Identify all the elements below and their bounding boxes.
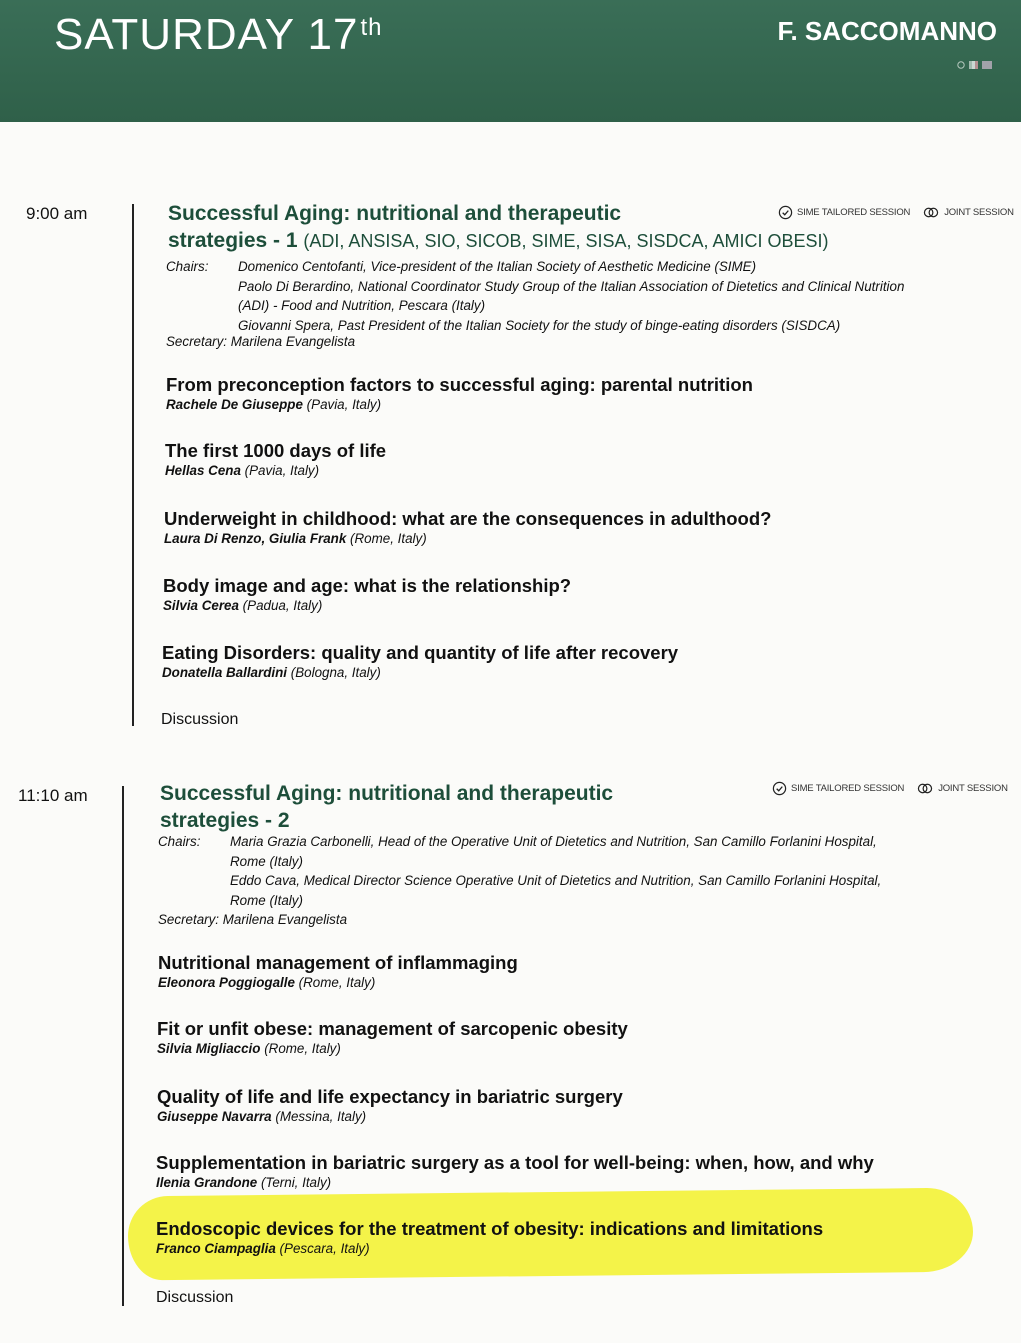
talk-item-highlighted	[156, 1218, 823, 1258]
joint-session-icon	[922, 205, 940, 220]
timeline-bar	[132, 204, 134, 726]
talk-title: Fit or unfit obese: management of sarcopenic obesity	[157, 1018, 628, 1039]
page-header	[0, 0, 1021, 122]
secretary: Secretary: Marilena Evangelista	[166, 334, 356, 349]
talk-speaker: Hellas Cena (Pavia, Italy)	[165, 463, 320, 478]
tailored-session-label: SIME TAILORED SESSION	[797, 207, 911, 218]
chair-entry: Maria Grazia Carbonelli, Head of the Operative Unit of Dietetics and Nutrition, San Camillo Forlanini Hospital,	[230, 834, 877, 849]
talk-speaker: Silvia Cerea (Padua, Italy)	[163, 598, 323, 613]
talk-title: The first 1000 days of life	[165, 440, 387, 461]
talk-title: Quality of life and life expectancy in bariatric surgery	[157, 1086, 623, 1107]
chairs-label: Chairs:	[166, 259, 209, 274]
session-title: Successful Aging: nutritional and therapeutic strategies - 2	[160, 782, 614, 832]
talk-title: Supplementation in bariatric surgery as a tool for well-being: when, how, and why	[156, 1152, 874, 1173]
talk-speaker: Franco Ciampaglia (Pescara, Italy)	[156, 1241, 370, 1256]
talk-title: Endoscopic devices for the treatment of obesity: indications and limitations	[156, 1218, 824, 1239]
joint-session-icon	[916, 781, 934, 796]
talk-speaker: Silvia Migliaccio (Rome, Italy)	[157, 1041, 341, 1056]
talk-title: From preconception factors to successful aging: parental nutrition	[166, 374, 753, 395]
talk-speaker: Ilenia Grandone (Terni, Italy)	[156, 1175, 332, 1190]
flag-icons	[955, 60, 995, 70]
chair-entry: Paolo Di Berardino, National Coordinator Study Group of the Italian Association of Dietetics and Clinical Nutrition	[238, 278, 905, 294]
chair-entry: (ADI) - Food and Nutrition, Pescara (Italy)	[238, 298, 486, 313]
chair-entry: Rome (Italy)	[230, 892, 303, 908]
chair-entry: Eddo Cava, Medical Director Science Operative Unit of Dietetics and Nutrition, San Camillo Forlanini Hospital,	[230, 873, 882, 888]
discussion-label: Discussion	[161, 711, 239, 728]
session-tags	[778, 205, 1014, 220]
talk-speaker: Rachele De Giuseppe (Pavia, Italy)	[166, 397, 382, 412]
joint-session-label: JOINT SESSION	[944, 207, 1014, 218]
talk-item	[164, 508, 771, 548]
talk-item	[157, 1086, 623, 1126]
chairs-block	[166, 257, 1021, 337]
timeline-bar	[122, 786, 124, 1306]
talk-speaker: Giuseppe Navarra (Messina, Italy)	[157, 1109, 367, 1124]
checkmark-circle-icon	[772, 781, 787, 796]
talk-title: Eating Disorders: quality and quantity of life after recovery	[162, 642, 679, 663]
tailored-session-label: SIME TAILORED SESSION	[791, 783, 905, 794]
session-time: 9:00 am	[26, 204, 88, 223]
session-tags	[772, 781, 1008, 796]
chair-entry: Domenico Centofanti, Vice-president of the Italian Society of Aesthetic Medicine (SIME)	[238, 259, 757, 274]
talk-item	[165, 440, 386, 480]
talk-item	[166, 374, 753, 414]
talk-speaker: Donatella Ballardini (Bologna, Italy)	[162, 665, 381, 680]
discussion-label: Discussion	[156, 1289, 234, 1306]
joint-session-label: JOINT SESSION	[938, 783, 1008, 794]
chairs-label: Chairs:	[158, 834, 201, 849]
day-ordinal-suffix: th	[360, 14, 383, 41]
chairs-list	[230, 832, 881, 910]
session-title: Successful Aging: nutritional and therapeutic strategies - 1 (ADI, ANSISA, SIO, SICOB, SIME, SISA, SISDCA, AMICI OBESI)	[168, 202, 829, 252]
session-time: 11:10 am	[18, 786, 88, 805]
talk-item	[156, 1152, 874, 1192]
room-name: F. SACCOMANNO	[777, 16, 997, 46]
talk-speaker: Laura Di Renzo, Giulia Frank (Rome, Italy)	[164, 531, 427, 546]
chairs-list	[238, 257, 904, 335]
talk-item	[158, 952, 518, 992]
checkmark-circle-icon	[778, 205, 793, 220]
session-societies: (ADI, ANSISA, SIO, SICOB, SIME, SISA, SISDCA, AMICI OBESI)	[303, 231, 829, 251]
talk-item	[163, 575, 571, 615]
talk-item	[162, 642, 678, 682]
chair-entry: Giovanni Spera, Past President of the Italian Society for the study of binge-eating disorders (SISDCA)	[238, 317, 841, 333]
talk-item	[157, 1018, 628, 1058]
talk-title: Nutritional management of inflammaging	[158, 952, 518, 973]
day-title: SATURDAY 17th	[54, 10, 383, 59]
chairs-block	[158, 832, 1018, 912]
talk-speaker: Eleonora Poggiogalle (Rome, Italy)	[158, 975, 376, 990]
talk-title: Body image and age: what is the relationship?	[163, 575, 572, 596]
talk-title: Underweight in childhood: what are the consequences in adulthood?	[164, 508, 772, 529]
chair-entry: Rome (Italy)	[230, 853, 303, 869]
secretary: Secretary: Marilena Evangelista	[158, 912, 348, 927]
